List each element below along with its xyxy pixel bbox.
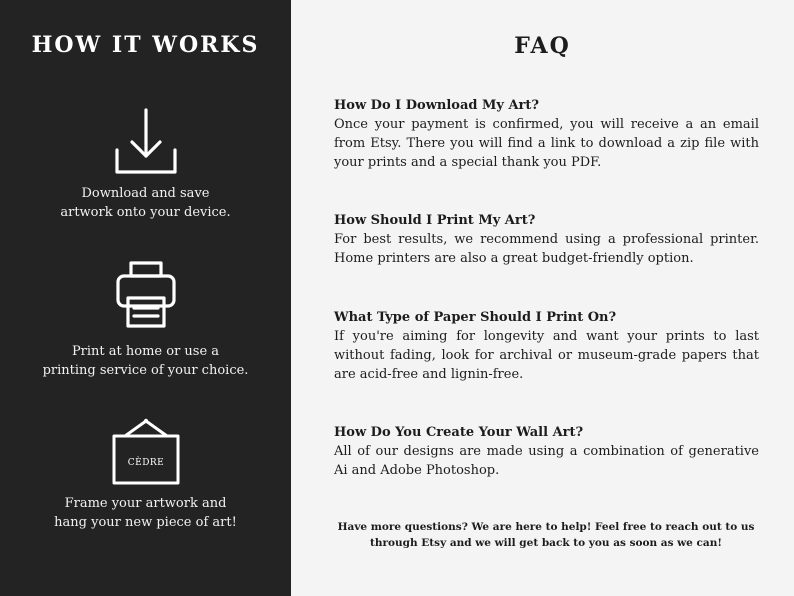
faq-footer-line2: through Etsy and we will get back to you as soon as we can! — [370, 537, 722, 549]
faq-item — [334, 96, 759, 172]
faq-question: What Type of Paper Should I Print On? — [334, 310, 617, 325]
step-print-caption — [0, 342, 291, 380]
step-download-line1: Download and save — [81, 186, 210, 201]
step-download — [0, 106, 291, 222]
faq-title: FAQ — [514, 33, 571, 59]
faq-footer — [331, 519, 761, 551]
download-icon — [111, 106, 181, 176]
step-print-line2: printing service of your choice. — [42, 363, 249, 378]
how-it-works-title: HOW IT WORKS — [31, 32, 260, 58]
faq-item — [334, 211, 759, 268]
faq-answer: If you're aiming for longevity and want your prints to last without fading, look for archival or museum-grade papers that are acid-free and lignin-free. — [334, 329, 759, 382]
step-download-line2: artwork onto your device. — [60, 205, 231, 220]
step-frame-caption — [0, 494, 291, 532]
faq-question: How Should I Print My Art? — [334, 213, 536, 228]
faq-item — [334, 308, 759, 384]
faq-question: How Do You Create Your Wall Art? — [334, 425, 584, 440]
faq-footer-line1: Have more questions? We are here to help! Feel free to reach out to us — [337, 521, 755, 533]
faq-answer: For best results, we recommend using a professional printer. Home printers are also a great budget-friendly option. — [334, 232, 759, 266]
step-frame-line2: hang your new piece of art! — [54, 515, 237, 530]
faq-question: How Do I Download My Art? — [334, 98, 540, 113]
faq-panel — [291, 0, 794, 596]
faq-answer: Once your payment is confirmed, you will receive a an email from Etsy. There you will find a link to download a zip file with your prints and a special thank you PDF. — [334, 117, 759, 170]
step-download-caption — [0, 184, 291, 222]
step-frame-line1: Frame your artwork and — [64, 496, 227, 511]
printer-icon — [114, 260, 178, 330]
frame-text: CÈDRE — [127, 458, 164, 468]
step-frame — [0, 418, 291, 532]
frame-icon — [111, 418, 181, 486]
step-print — [0, 260, 291, 380]
faq-item — [334, 423, 759, 480]
step-print-line1: Print at home or use a — [71, 344, 220, 359]
faq-answer: All of our designs are made using a combination of generative Ai and Adobe Photoshop. — [334, 444, 759, 478]
how-it-works-panel — [0, 0, 291, 596]
